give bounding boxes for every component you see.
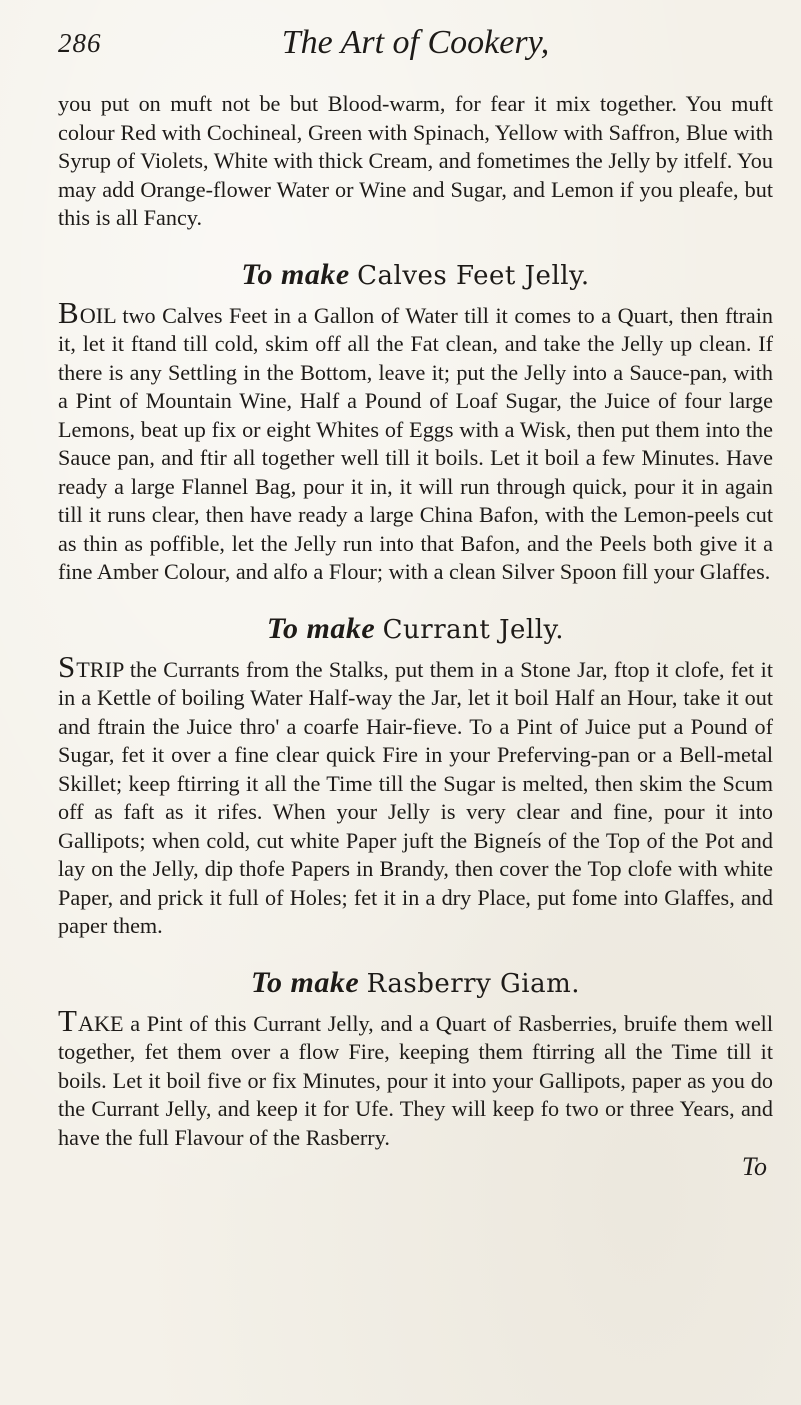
intro-paragraph: you put on muft not be but Blood-warm, for fear it mix together. You muft colour Red with Cochineal, Green with Spinach, Yellow with Saffron, Blue with Syrup of Violets, White with thick Cream, and fometimes the Jelly by itfelf. You may add Orange-flower Water or Wine and Sugar, and Lemon if you pleafe, but this is all Fancy. xyxy=(58,91,773,230)
drop-cap: T xyxy=(58,1002,78,1038)
recipe-body-calves-feet-jelly xyxy=(58,294,773,587)
running-head xyxy=(58,0,773,96)
heading-title: Calves Feet Jelly. xyxy=(357,260,590,291)
recipe-heading-currant-jelly xyxy=(58,611,773,648)
drop-cap: S xyxy=(58,648,77,684)
running-title: The Art of Cookery, xyxy=(281,24,550,61)
heading-title: Rasberry Giam. xyxy=(366,968,581,999)
recipe-text: OIL two Calves Feet in a Gallon of Water till it comes to a Quart, then ftrain it, let it ftand till cold, skim off all the Fat clean, and take the Jelly up clean. If there is any Settling in the Bottom, leave it; put the Jelly into a Sauce-pan, with a Pint of Mountain Wine, Half a Pound of Loaf Sugar, the Juice of four large Lemons, beat up fix or eight Whites of Eggs with a Wisk, then put them into the Sauce pan, and ftir all together well till it boils. Let it boil a few Minutes. Have ready a large Flannel Bag, pour it in, it will run through quick, pour it in again till it runs clear, then have ready a large China Bafon, with the Lemon-peels cut as thin as poffible, let the Jelly run into that Bafon, and the Peels both give it a fine Amber Colour, and alfo a Flour; with a clean Silver Spoon fill your Glaffes. xyxy=(58,302,773,584)
heading-title: Currant Jelly. xyxy=(382,614,565,645)
recipe-heading-rasberry-giam xyxy=(58,965,773,1002)
page-number: 286 xyxy=(58,28,102,58)
drop-cap: B xyxy=(58,294,80,330)
heading-prefix: To make xyxy=(250,965,360,999)
recipe-text: TRIP the Currants from the Stalks, put them in a Stone Jar, ftop it clofe, fet it in a Kettle of boiling Water Half-way the Jar, let it boil Half an Hour, take it out and ftrain the Juice thro' a coarfe Hair-fieve. To a Pint of Juice put a Pound of Sugar, fet it over a fine clear quick Fire in your Preferving-pan or a Bell-metal Skillet; keep ftirring it all the Time till the Sugar is melted, then skim the Scum off as faft as it rifes. When your Jelly is very clear and fine, pour it into Gallipots; when cold, cut white Paper juft the Bigneís of the Top of the Pot and lay on the Jelly, dip thofe Papers in Brandy, then cover the Top clofe with white Paper, and prick it full of Holes; fet it in a dry Place, put fome into Glaffes, and paper them. xyxy=(58,656,773,938)
recipe-heading-calves-feet-jelly xyxy=(58,257,773,294)
catchword: To xyxy=(741,1152,767,1181)
recipe-body-currant-jelly xyxy=(58,648,773,941)
recipe-text: AKE a Pint of this Currant Jelly, and a Quart of Rasberries, bruife them well together, fet them over a flow Fire, keeping them ftirring all the Time till it boils. Let it boil five or fix Minutes, pour it into your Gallipots, paper as you do the Currant Jelly, and keep it for Ufe. They will keep fo two or three Years, and have the full Flavour of the Rasberry. xyxy=(58,1010,773,1150)
heading-prefix: To make xyxy=(241,257,350,291)
heading-prefix: To make xyxy=(266,611,376,645)
recipe-body-rasberry-giam xyxy=(58,1002,773,1153)
